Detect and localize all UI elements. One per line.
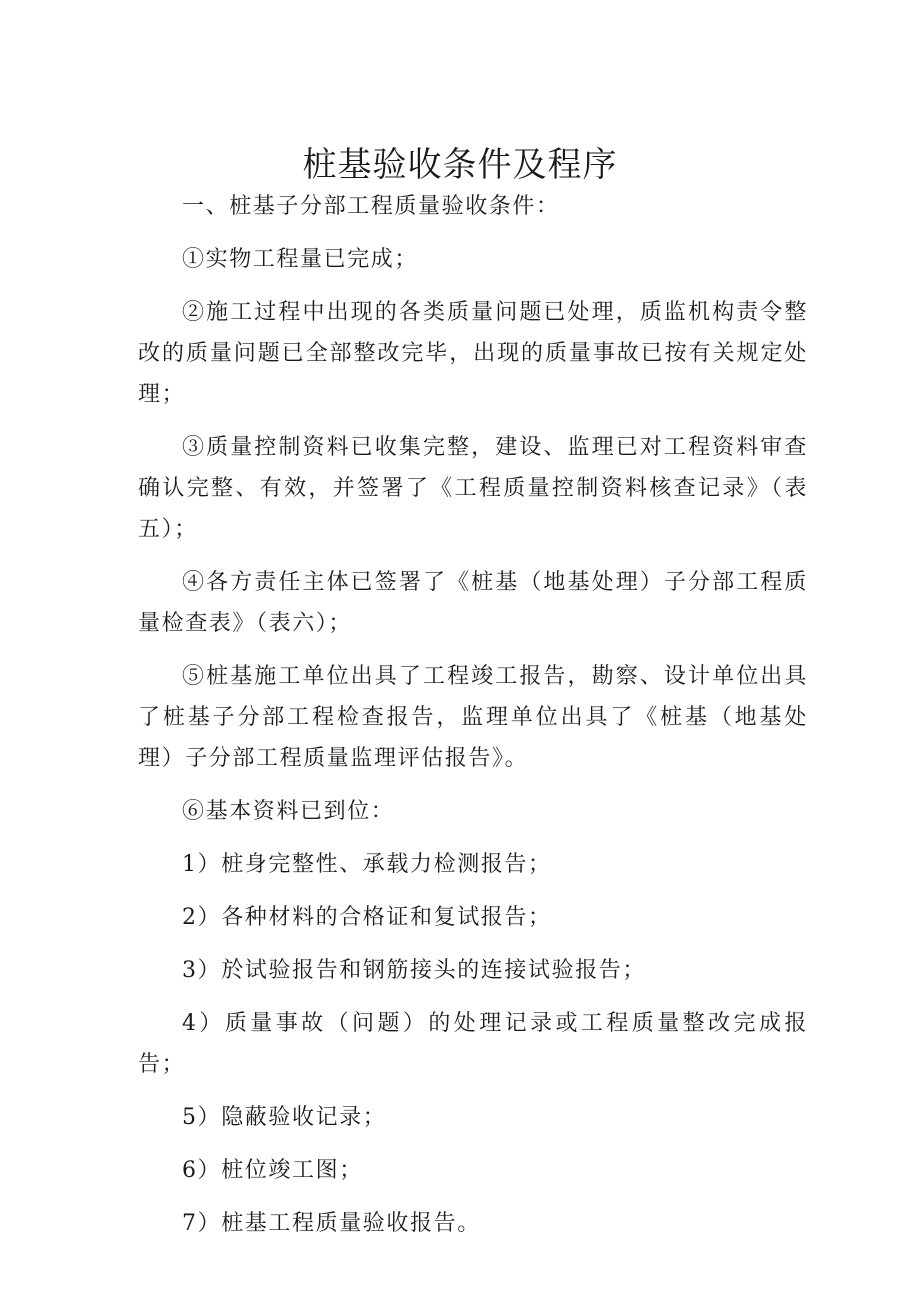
list-item-material-4: 4）质量事故（问题）的处理记录或工程质量整改完成报告； [138,1011,808,1077]
paragraph-condition-4: ④各方责任主体已签署了《桩基（地基处理）子分部工程质量检查表》（表六）； [138,570,808,636]
paragraph-condition-2: ②施工过程中出现的各类质量问题已处理，质监机构责令整改的质量问题已全部整改完毕，出现的质量事故已按有关规定处理； [138,300,808,407]
list-item-material-1: 1）桩身完整性、承载力检测报告； [182,852,552,877]
paragraph-condition-6: ⑥基本资料已到位： [182,799,395,824]
paragraph-section-heading: 一、桩基子分部工程质量验收条件： [182,194,560,219]
list-item-material-3: 3）於试验报告和钢筋接头的连接试验报告； [182,958,646,983]
paragraph-condition-3: ③质量控制资料已收集完整，建设、监理已对工程资料审查确认完整、有效，并签署了《工程质量控制资料核查记录》（表五）； [138,435,808,542]
document-title: 桩基验收条件及程序 [302,144,618,185]
list-item-material-5: 5）隐蔽验收记录； [182,1105,387,1130]
paragraph-condition-5: ⑤桩基施工单位出具了工程竣工报告，勘察、设计单位出具了桩基子分部工程检查报告，监理单位出具了《桩基（地基处理）子分部工程质量监理评估报告》。 [138,664,808,771]
list-item-material-7: 7）桩基工程质量验收报告。 [182,1211,481,1236]
paragraph-condition-1: ①实物工程量已完成； [182,247,419,272]
document-body [138,186,808,1256]
list-item-material-6: 6）桩位竣工图； [182,1158,363,1183]
list-item-material-2: 2）各种材料的合格证和复试报告； [182,905,552,930]
